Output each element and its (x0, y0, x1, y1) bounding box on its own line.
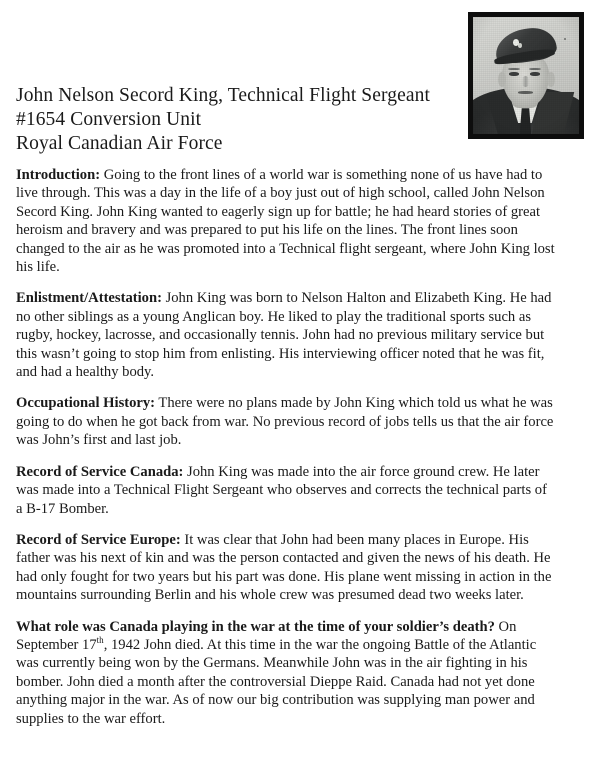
document-body (16, 166, 556, 728)
title-line-1: John Nelson Secord King, Technical Flight Sergeant (16, 85, 430, 106)
section-text: It was clear that John had been many places in Europe. His father was his next of kin and was the person contacted and given the news of his death. He had only fought for two years but his part was done. His plane went missing in action in the mountains surrounding Berlin and his whole crew was presumed dead two weeks later. (16, 531, 552, 604)
title-line-2: #1654 Conversion Unit (16, 109, 202, 130)
section-text-before-superscript: On September 17 (16, 618, 517, 653)
section-text-after-superscript: , 1942 John died. At this time in the war the ongoing Battle of the Atlantic was currently being won by the Germans. Meanwhile John was in the air fighting in his bomber. John died a month after the controversial Dieppe Raid. Canada had not yet done anything major in the war. As of now our big contribution was supplying man power and supplies to the war effort. (16, 636, 537, 727)
section-introduction (16, 166, 556, 276)
section-record-of-service-canada (16, 463, 556, 518)
portrait-photo-frame (468, 12, 584, 139)
section-text: John King was made into the air force ground crew. He later was made into a Technical Flight Sergeant who observes and corrects the technical parts of a B-17 Bomber. (16, 463, 547, 517)
section-enlistment-attestation (16, 289, 556, 381)
section-label: Record of Service Europe: (16, 531, 181, 548)
section-text: Going to the front lines of a world war is something none of us have had to live through. This was a day in the life of a boy just out of high school, called John Nelson Secord King. John King wanted to eagerly sign up for battle; he had heard stories of great heroism and bravery and was prepared to put his life on the lines. The front lines soon changed to the air as he was promoted into a Technical flight sergeant, where John King lost his life. (16, 167, 555, 276)
section-label: Record of Service Canada: (16, 463, 184, 480)
portrait-photograph (473, 17, 579, 134)
section-record-of-service-europe (16, 531, 556, 605)
date-ordinal-superscript: th (96, 635, 104, 646)
section-canada-role-question (16, 618, 556, 728)
section-label: Occupational History: (16, 395, 156, 412)
section-label: Introduction: (16, 167, 101, 183)
document-title (16, 84, 456, 156)
section-label: What role was Canada playing in the war at the time of your soldier’s death? (16, 618, 495, 635)
section-text: There were no plans made by John King which told us what he was going to do when he got back from war. No previous record of jobs tells us that the air force was John’s first and last job. (16, 395, 554, 449)
title-line-3: Royal Canadian Air Force (16, 133, 223, 154)
section-text: John King was born to Nelson Halton and Elizabeth King. He had no other siblings as a young Anglican boy. He liked to play the traditional sports such as rugby, hockey, lacrosse, and occasionally tennis. John had no previous military service but this wasn’t going to stop him from enlisting. His interviewing officer noted that he was fit, and had a healthy body. (16, 290, 552, 381)
section-occupational-history (16, 394, 556, 449)
section-label: Enlistment/Attestation: (16, 290, 162, 307)
photo-vignette (473, 17, 579, 134)
